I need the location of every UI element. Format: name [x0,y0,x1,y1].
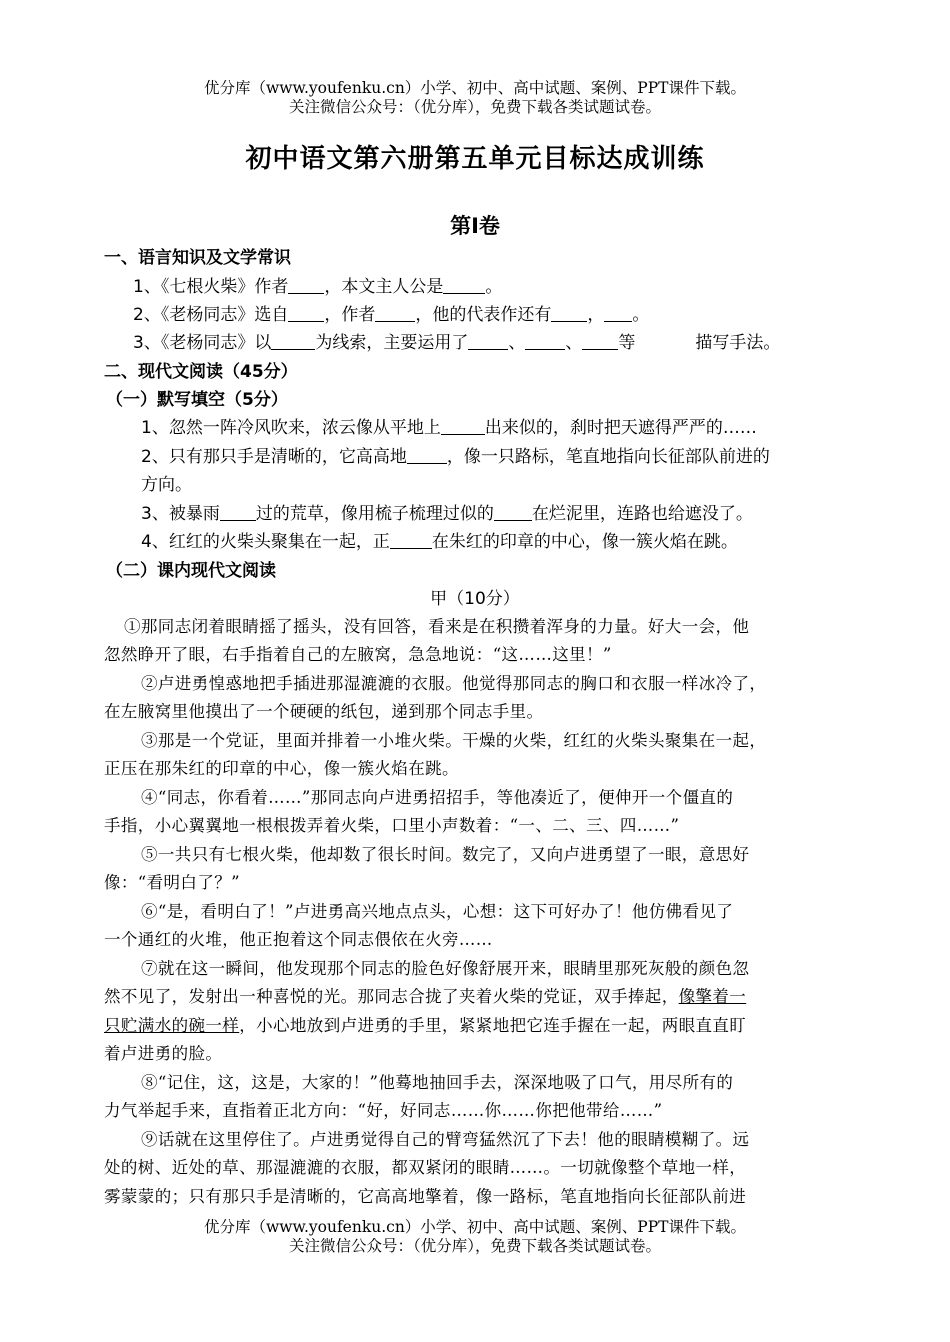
fill-4-text-b: 在朱红的印章的中心，像一簇火焰在跳。 [431,532,738,552]
question-3-text-f: 描写手法。 [695,333,781,353]
footer-line-2: 关注微信公众号：（优分库），免费下载各类试题试卷。 [288,1237,661,1255]
fill-question-2 [141,442,770,467]
passage-line: ⑥“是，看明白了！”卢进勇高兴地点点头，心想：这下可好办了！他仿佛看见了 [141,902,734,921]
question-3-text-b: 为线索，主要运用了 [315,333,469,353]
question-1-text-a: 1、《七根火柴》作者 [133,277,289,297]
fill-2-text-b: ，像一只路标，笔直地指向长征部队前进的 [446,447,770,467]
fill-3-text-c: 在烂泥里，连路也给遮没了。 [531,504,753,524]
answer-blank[interactable] [494,505,532,521]
passage-line: 着卢进勇的脸。 [104,1044,223,1063]
passage-line: ④“同志，你看着……”那同志向卢进勇招招手，等他凑近了，便伸开一个僵直的 [141,788,734,807]
fill-question-3 [141,499,753,524]
underlined-phrase: 像擎着一 [678,987,747,1006]
answer-blank[interactable] [288,306,324,322]
question-2-text-c: ，他的代表作还有 [415,305,552,325]
section-1-heading: 一、语言知识及文学常识 [104,248,291,268]
header-line-1: 优分库（www.youfenku.cn）小学、初中、高中试题、案例、PPT课件下载。 [203,79,747,97]
passage-line: 一个通红的火堆，他正抱着这个同志偎依在火旁…… [104,930,493,949]
passage-line: ③那是一个党证，里面并排着一小堆火柴。干燥的火柴，红红的火柴头聚集在一起， [141,731,767,750]
question-3-text-e: 等 [618,333,636,353]
passage-text: 然不见了，发射出一种喜悦的光。那同志合拢了夹着火柴的党证，双手捧起， [104,987,679,1006]
question-1-text-c: 。 [485,277,503,297]
passage-line: 雾蒙蒙的；只有那只手是清晰的，它高高地擎着，像一路标，笔直地指向长征部队前进 [104,1187,747,1206]
answer-blank[interactable] [443,278,485,294]
question-2 [133,300,649,325]
passage-line: 正压在那朱红的印章的中心，像一簇火焰在跳。 [104,759,459,778]
answer-blank[interactable] [604,306,632,322]
part-jia-heading: 甲（10分） [430,589,520,609]
fill-2-text-a: 2、只有那只手是清晰的，它高高地 [141,447,407,467]
question-1 [133,272,502,297]
question-2-text-a: 2、《老杨同志》选自 [133,305,289,325]
question-2-text-d: ， [587,305,605,325]
fill-question-2-cont: 方向。 [141,475,192,495]
fill-3-text-b: 过的荒草，像用梳子梳理过似的 [255,504,494,524]
passage-line: 力气举起手来，直指着正北方向：“好，好同志……你……你把他带给……” [104,1101,663,1120]
passage-line: 像：“看明白了？” [104,873,240,892]
question-3-text-c: 、 [508,333,526,353]
passage-line [104,983,746,1007]
fill-question-1 [141,413,757,438]
answer-blank[interactable] [375,306,415,322]
fill-1-text-b: 出来似的，刹时把天遮得严严的…… [484,418,757,438]
volume-heading: 第Ⅰ卷 [450,214,500,238]
answer-blank[interactable] [468,334,508,350]
fill-4-text-a: 4、红红的火柴头聚集在一起，正 [141,532,390,552]
answer-blank[interactable] [220,505,256,521]
header-line-2: 关注微信公众号：（优分库），免费下载各类试题试卷。 [288,98,661,116]
passage-line: 在左腋窝里他摸出了一个硬硬的纸包，递到那个同志手里。 [104,702,544,721]
fill-3-text-a: 3、被暴雨 [141,504,220,524]
question-2-text-b: ，作者 [324,305,376,325]
answer-blank[interactable] [525,334,565,350]
fill-1-text-a: 1、忽然一阵冷风吹来，浓云像从平地上 [141,418,441,438]
passage-line: ⑤一共只有七根火柴，他却数了很长时间。数完了，又向卢进勇望了一眼，意思好 [141,845,750,864]
passage-line: 忽然睁开了眼，右手指着自己的左腋窝，急急地说：“这……这里！” [104,645,612,664]
question-3-text-a: 3、《老杨同志》以 [133,333,272,353]
passage-line: 处的树、近处的草、那湿漉漉的衣服，都双紧闭的眼睛……。一切就像整个草地一样， [104,1158,747,1177]
passage-line [104,1012,746,1036]
passage-line: ①那同志闭着眼睛摇了摇头，没有回答，看来是在积攒着浑身的力量。好大一会，他 [124,617,750,636]
question-3-text-d: 、 [565,333,583,353]
subsection-1-heading: （一）默写填空（5分） [106,390,288,410]
answer-blank[interactable] [407,448,447,464]
fill-question-4 [141,527,738,552]
answer-blank[interactable] [582,334,618,350]
passage-text: ，小心地放到卢进勇的手里，紧紧地把它连手握在一起，两眼直直盯 [239,1016,747,1035]
answer-blank[interactable] [288,278,324,294]
subsection-2-heading: （二）课内现代文阅读 [106,561,276,581]
answer-blank[interactable] [441,419,485,435]
page-title: 初中语文第六册第五单元目标达成训练 [245,144,705,174]
question-1-text-b: ，本文主人公是 [324,277,444,297]
underlined-phrase: 只贮满水的碗一样 [104,1016,240,1035]
passage-line: ⑦就在这一瞬间，他发现那个同志的脸色好像舒展开来，眼睛里那死灰般的颜色忽 [141,959,750,978]
passage-line: ②卢进勇惶惑地把手插进那湿漉漉的衣服。他觉得那同志的胸口和衣服一样冰冷了， [141,674,767,693]
question-3 [133,328,780,353]
answer-blank[interactable] [390,533,432,549]
answer-blank[interactable] [271,334,315,350]
footer-line-1: 优分库（www.youfenku.cn）小学、初中、高中试题、案例、PPT课件下载。 [203,1218,747,1236]
passage-line: 手指，小心翼翼地一根根拨弄着火柴，口里小声数着：“一、二、三、四……” [104,816,680,835]
answer-blank[interactable] [551,306,587,322]
question-2-text-e: 。 [632,305,650,325]
passage-line: ⑨话就在这里停住了。卢进勇觉得自己的臂弯猛然沉了下去！他的眼睛模糊了。远 [141,1130,750,1149]
passage-line: ⑧“记住，这，这是，大家的！”他蓦地抽回手去，深深地吸了口气，用尽所有的 [141,1073,734,1092]
section-2-heading: 二、现代文阅读（45分） [104,362,298,382]
